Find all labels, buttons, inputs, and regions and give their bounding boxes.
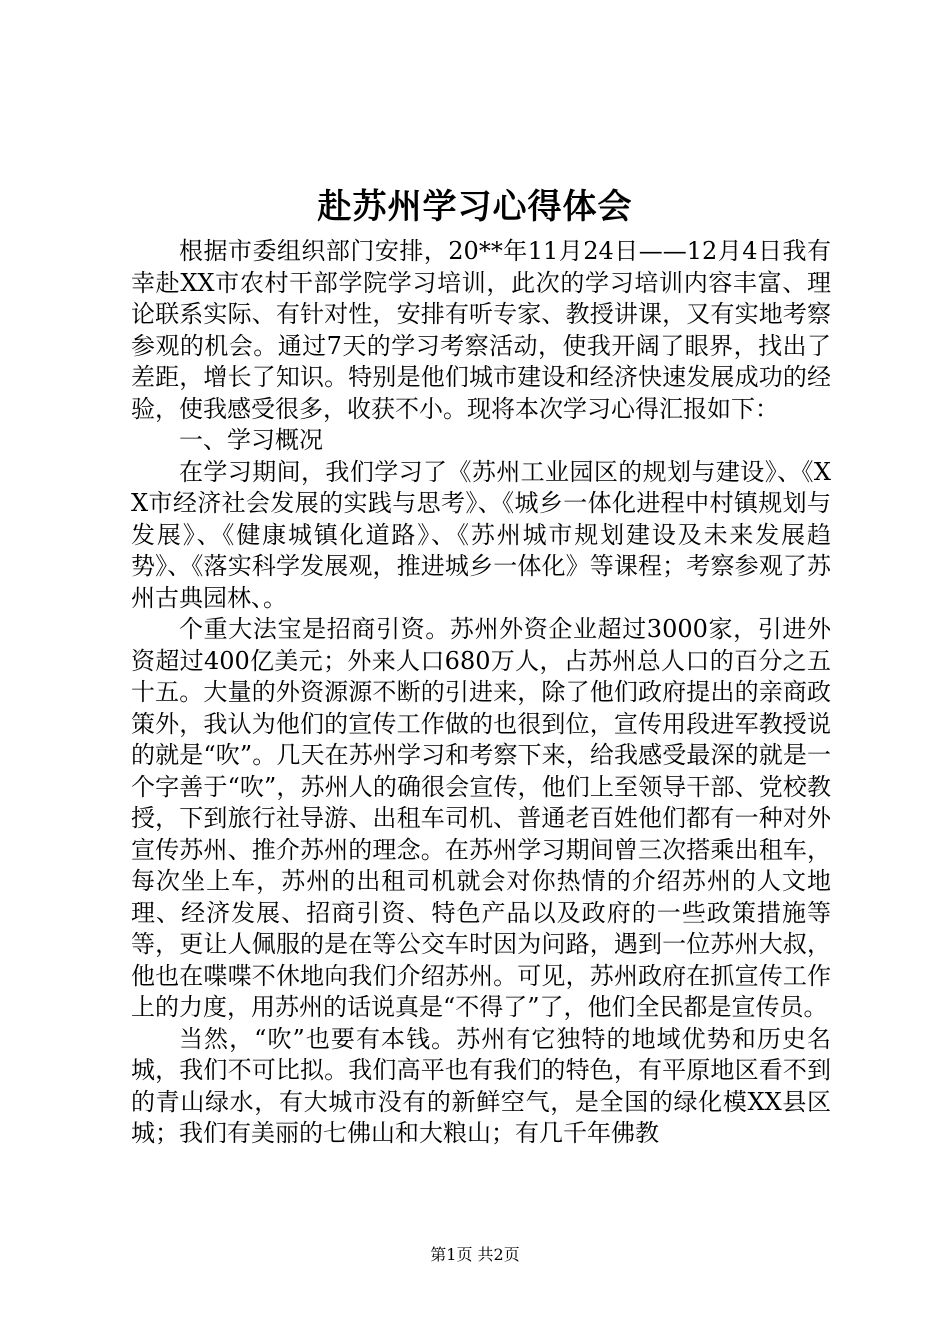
paragraph-courses: 在学习期间，我们学习了《苏州工业园区的规划与建设》、《XX市经济社会发展的实践与思考》、《城乡一体化进程中村镇规划与发展》、《健康城镇化道路》、《苏州城市规划建设及未来发展趋势》、《落实科学发展观，推进城乡一体化》等课程；考察参观了苏州古典园林、。 — [131, 457, 831, 612]
page-footer: 第1页 共2页 — [430, 1245, 520, 1264]
paragraph-local-features: 当然，“吹”也要有本钱。苏州有它独特的地域优势和历史名城，我们不可比拟。我们高平也有我们的特色，有平原地区看不到的青山绿水，有大城市没有的新鲜空气，是全国的绿化模XX县区城；我们有美丽的七佛山和大粮山；有几千年佛教 — [131, 1024, 831, 1147]
paragraph-intro: 根据市委组织部门安排，20**年11月24日——12月4日我有幸赴XX市农村干部学院学习培训，此次的学习培训内容丰富、理论联系实际、有针对性，安排有听专家、教授讲课，又有实地考察参观的机会。通过7天的学习考察活动，使我开阔了眼界，找出了差距，增长了知识。特别是他们城市建设和经济快速发展成功的经验，使我感受很多，收获不小。现将本次学习心得汇报如下： — [131, 237, 831, 423]
paragraph-promotion: 个重大法宝是招商引资。苏州外资企业超过3000家，引进外资超过400亿美元；外来人口680万人，占苏州总人口的百分之五十五。大量的外资源源不断的引进来，除了他们政府提出的亲商政策外，我认为他们的宣传工作做的也很到位，宣传用段进军教授说的就是“吹”。几天在苏州学习和考察下来，给我感受最深的就是一个字善于“吹”，苏州人的确很会宣传，他们上至领导干部、党校教授，下到旅行社导游、出租车司机、普通老百姓他们都有一种对外宣传苏州、推介苏州的理念。在苏州学习期间曾三次搭乘出租车，每次坐上车，苏州的出租司机就会对你热情的介绍苏州的人文地理、经济发展、招商引资、特色产品以及政府的一些政策措施等等，更让人佩服的是在等公交车时因为问路，遇到一位苏州大叔，他也在喋喋不休地向我们介绍苏州。可见，苏州政府在抓宣传工作上的力度，用苏州的话说真是“不得了”了，他们全民都是宣传员。 — [131, 615, 831, 1021]
section-heading-overview: 一、学习概况 — [179, 426, 323, 454]
document-body — [131, 236, 831, 1150]
document-title: 赴苏州学习心得体会 — [317, 187, 633, 227]
